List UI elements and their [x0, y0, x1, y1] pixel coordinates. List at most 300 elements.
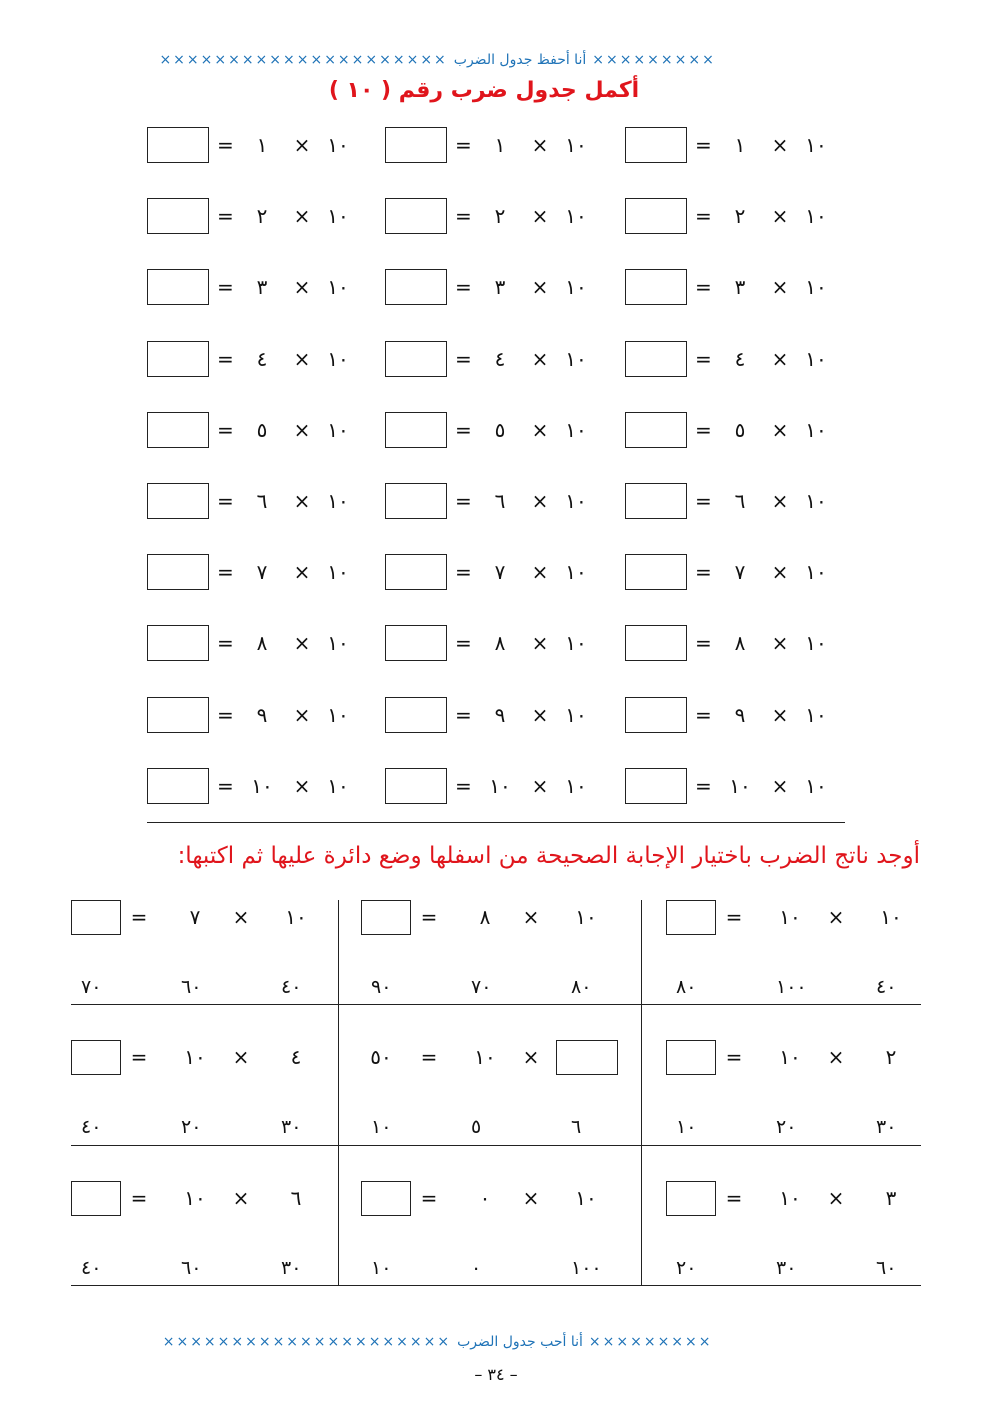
equation: [147, 697, 362, 734]
times-sign: ×: [293, 773, 311, 798]
times-sign: ×: [232, 905, 250, 929]
answer-option[interactable]: ١٠٠: [571, 1257, 602, 1279]
operand: ١٠: [327, 560, 349, 585]
page-number: – ٣٤ –: [474, 1365, 518, 1384]
equals-sign: =: [695, 773, 712, 798]
operand-b: ١٠: [184, 1186, 206, 1210]
question-equation: [361, 900, 644, 936]
equation: [385, 269, 600, 306]
answer-box[interactable]: [385, 554, 447, 590]
multiplier: ٤: [494, 346, 506, 371]
answer-option[interactable]: ٧٠: [81, 976, 102, 998]
times-sign: ×: [293, 631, 311, 656]
question-cell: [666, 900, 949, 1040]
equation: [147, 483, 362, 520]
times-sign: ×: [771, 275, 789, 300]
operand: ١٠: [327, 773, 349, 798]
equals-sign: =: [217, 275, 234, 300]
operand: ١٠: [565, 560, 587, 585]
multiplier: ٨: [256, 631, 268, 656]
equals-sign: =: [217, 133, 234, 157]
equation: [385, 341, 600, 378]
answer-box[interactable]: [385, 483, 447, 519]
multiplier: ٦: [256, 489, 268, 513]
multiplier: ٢: [734, 204, 746, 229]
question-equation: [71, 900, 354, 936]
equals-sign: =: [695, 560, 712, 585]
operand-b: ١٠: [779, 1045, 801, 1069]
equation: [147, 768, 362, 805]
answer-box[interactable]: [147, 697, 209, 733]
times-sign: ×: [293, 560, 311, 585]
operand: ١٠: [327, 631, 349, 656]
times-sign: ×: [771, 204, 789, 229]
equation: [625, 412, 840, 449]
operand-a: ٤: [290, 1045, 302, 1069]
multiplier: ٩: [256, 702, 268, 727]
equation: [147, 198, 362, 235]
bottom-cross-right: ×××××××××: [588, 1334, 713, 1350]
operand: ١٠: [805, 489, 827, 513]
equation: [625, 483, 840, 520]
equals-sign: =: [130, 905, 148, 929]
equals-sign: =: [455, 275, 472, 300]
equals-sign: =: [695, 133, 712, 157]
times-sign: ×: [522, 1186, 540, 1210]
operand: ١٠: [805, 773, 827, 798]
operand-b: ٨: [479, 905, 491, 929]
times-sign: ×: [531, 702, 549, 727]
answer-option[interactable]: ٦٠: [876, 1257, 897, 1279]
times-sign: ×: [531, 631, 549, 656]
answer-option[interactable]: ٨٠: [676, 976, 697, 998]
operand-a: ٢: [885, 1045, 897, 1069]
equation: [625, 554, 840, 591]
equals-sign: =: [420, 1186, 438, 1210]
answer-option[interactable]: ١٠: [676, 1116, 697, 1138]
answer-box[interactable]: [361, 1181, 411, 1216]
equals-sign: =: [217, 489, 234, 513]
equation: [385, 483, 600, 520]
times-sign: ×: [827, 1186, 845, 1210]
operand: ١٠: [805, 417, 827, 442]
question-equation: [71, 1040, 354, 1076]
operand-a: ١٠: [575, 905, 597, 929]
choice-grid: [71, 900, 921, 1286]
multiplier: ٨: [734, 631, 746, 656]
multiplier: ٢: [256, 204, 268, 229]
operand: ١٠: [327, 489, 349, 513]
multiplier: ٢: [494, 204, 506, 229]
operand: ١٠: [565, 275, 587, 300]
answer-box[interactable]: [147, 483, 209, 519]
question-equation: [666, 1181, 949, 1217]
equation: [385, 554, 600, 591]
multiplier: ٦: [494, 489, 506, 513]
equation: [625, 697, 840, 734]
equals-sign: =: [130, 1045, 148, 1069]
equals-sign: =: [455, 417, 472, 442]
equation: [147, 625, 362, 662]
answer-option[interactable]: ٠: [471, 1257, 482, 1279]
answer-box[interactable]: [625, 127, 687, 163]
answer-box[interactable]: [385, 625, 447, 661]
multiplier: ٦: [734, 489, 746, 513]
times-sign: ×: [232, 1186, 250, 1210]
operand: ١٠: [327, 133, 349, 157]
answer-box[interactable]: [385, 697, 447, 733]
operand: ١٠: [565, 133, 587, 157]
equals-sign: =: [695, 489, 712, 513]
answer-option[interactable]: ٣٠: [281, 1257, 302, 1279]
question-equation: [666, 1040, 949, 1076]
multiplier: ٧: [734, 560, 746, 585]
equals-sign: =: [420, 905, 438, 929]
answer-option[interactable]: ٣٠: [281, 1116, 302, 1138]
multiplier: ٧: [256, 560, 268, 585]
answer-box[interactable]: [385, 341, 447, 377]
equals-sign: =: [455, 346, 472, 371]
multiplier: ١٠: [251, 773, 273, 798]
missing-factor-box[interactable]: [556, 1040, 618, 1075]
equation: [385, 412, 600, 449]
answer-option[interactable]: ٢٠: [676, 1257, 697, 1279]
equals-sign: =: [217, 417, 234, 442]
times-sign: ×: [293, 133, 311, 157]
answer-option[interactable]: ٦٠: [181, 1257, 202, 1279]
equation: [385, 697, 600, 734]
answer-box[interactable]: [625, 483, 687, 519]
question-cell: [71, 900, 354, 1040]
options-row: [666, 1116, 949, 1146]
times-sign: ×: [293, 275, 311, 300]
answer-box[interactable]: [625, 341, 687, 377]
operand: ١٠: [565, 204, 587, 229]
answer-option[interactable]: ٩٠: [371, 976, 392, 998]
equals-sign: =: [725, 1045, 743, 1069]
operand: ١٠: [805, 346, 827, 371]
answer-box[interactable]: [385, 412, 447, 448]
top-cross-right: ×××××××××: [592, 52, 716, 68]
times-sign: ×: [293, 204, 311, 229]
operand: ١٠: [327, 204, 349, 229]
operand: ١٠: [565, 631, 587, 656]
answer-box[interactable]: [147, 412, 209, 448]
equation: [385, 127, 600, 164]
multiplier: ٥: [734, 417, 746, 442]
times-sign: ×: [293, 702, 311, 727]
top-cross-left: ×××××××××××××××××××××: [159, 52, 448, 68]
answer-option[interactable]: ٤٠: [281, 976, 302, 998]
answer-box[interactable]: [147, 269, 209, 305]
operand-a: ١٠: [880, 905, 902, 929]
answer-box[interactable]: [385, 198, 447, 234]
question-cell: [666, 1181, 949, 1321]
times-sign: ×: [531, 417, 549, 442]
equation: [625, 341, 840, 378]
operand-b: ١٠: [779, 905, 801, 929]
times-sign: ×: [531, 489, 549, 513]
table-row: [147, 768, 847, 805]
bottom-banner: [120, 1330, 920, 1354]
options-row: [71, 976, 354, 1006]
question-equation: [666, 900, 949, 936]
equals-sign: =: [725, 1186, 743, 1210]
multiplier: ٧: [494, 560, 506, 585]
multiplier: ٨: [494, 631, 506, 656]
options-row: [71, 1257, 354, 1287]
bottom-banner-text: أنا أحب جدول الضرب: [457, 1334, 583, 1350]
equation: [147, 412, 362, 449]
result-value: ٥٠: [370, 1045, 392, 1069]
table-row: [147, 483, 847, 520]
answer-box[interactable]: [147, 127, 209, 163]
multiplier: ٣: [256, 275, 268, 300]
equals-sign: =: [455, 204, 472, 229]
times-sign: ×: [293, 489, 311, 513]
operand: ١٠: [327, 417, 349, 442]
times-sign: ×: [293, 346, 311, 371]
equation: [385, 625, 600, 662]
answer-box[interactable]: [625, 697, 687, 733]
times-sign: ×: [771, 133, 789, 157]
multiplier: ٩: [494, 702, 506, 727]
table-row: [147, 127, 847, 164]
question-equation: [361, 1181, 644, 1217]
times-sign: ×: [827, 905, 845, 929]
equation: [385, 768, 600, 805]
equals-sign: =: [217, 204, 234, 229]
answer-box[interactable]: [666, 900, 716, 935]
multiplier: ٥: [256, 417, 268, 442]
answer-box[interactable]: [71, 900, 121, 935]
equals-sign: =: [695, 204, 712, 229]
equals-sign: =: [130, 1186, 148, 1210]
question-equation: [71, 1181, 354, 1217]
times-sign: ×: [531, 560, 549, 585]
table-row: [147, 554, 847, 591]
equals-sign: =: [725, 905, 743, 929]
equals-sign: =: [420, 1045, 438, 1069]
equation: [147, 127, 362, 164]
answer-option[interactable]: ٤٠: [81, 1116, 102, 1138]
multiplier: ٥: [494, 417, 506, 442]
answer-option[interactable]: ٥: [471, 1116, 482, 1138]
answer-box[interactable]: [147, 341, 209, 377]
equation: [625, 127, 840, 164]
operand: ١٠: [565, 702, 587, 727]
answer-option[interactable]: ١٠: [371, 1116, 392, 1138]
operand-a: ٣: [885, 1186, 897, 1210]
operand: ١٠: [805, 275, 827, 300]
times-sign: ×: [531, 133, 549, 157]
equals-sign: =: [217, 773, 234, 798]
answer-option[interactable]: ٢٠: [181, 1116, 202, 1138]
answer-box[interactable]: [71, 1040, 121, 1075]
answer-option[interactable]: ٧٠: [471, 976, 492, 998]
equation: [625, 768, 840, 805]
answer-box[interactable]: [625, 198, 687, 234]
operand: ١٠: [805, 702, 827, 727]
operand: ١٠: [565, 417, 587, 442]
equals-sign: =: [217, 702, 234, 727]
answer-option[interactable]: ٦٠: [181, 976, 202, 998]
equation: [625, 625, 840, 662]
operand-b: ٠: [479, 1186, 491, 1210]
times-sign: ×: [771, 417, 789, 442]
answer-box[interactable]: [385, 768, 447, 804]
options-row: [361, 1257, 644, 1287]
answer-option[interactable]: ١٠٠: [776, 976, 807, 998]
answer-box[interactable]: [666, 1040, 716, 1075]
answer-box[interactable]: [147, 768, 209, 804]
times-sign: ×: [771, 346, 789, 371]
answer-box[interactable]: [625, 625, 687, 661]
operand: ١٠: [805, 133, 827, 157]
table-row: [147, 269, 847, 306]
operand-b: ٧: [189, 905, 201, 929]
answer-box[interactable]: [625, 412, 687, 448]
multiplier: ٤: [256, 346, 268, 371]
equals-sign: =: [455, 773, 472, 798]
answer-option[interactable]: ٣٠: [776, 1257, 797, 1279]
answer-box[interactable]: [147, 554, 209, 590]
times-sign: ×: [293, 417, 311, 442]
multiplier: ١: [734, 133, 746, 157]
top-banner: [120, 48, 920, 72]
answer-box[interactable]: [625, 269, 687, 305]
question-cell: [361, 1181, 644, 1321]
bottom-cross-left: ×××××××××××××××××××××: [162, 1334, 452, 1350]
options-row: [666, 976, 949, 1006]
answer-option[interactable]: ١٠: [371, 1257, 392, 1279]
equals-sign: =: [455, 702, 472, 727]
times-sign: ×: [531, 204, 549, 229]
answer-box[interactable]: [147, 625, 209, 661]
table-row: [147, 697, 847, 734]
question-cell: [361, 1040, 644, 1180]
operand-a: ١٠: [575, 1186, 597, 1210]
question-cell: [71, 1181, 354, 1321]
options-row: [361, 1116, 644, 1146]
equation: [625, 198, 840, 235]
options-row: [666, 1257, 949, 1287]
operand: ١٠: [565, 346, 587, 371]
operand: ١٠: [805, 204, 827, 229]
times-sign: ×: [531, 275, 549, 300]
answer-box[interactable]: [71, 1181, 121, 1216]
times-sign: ×: [232, 1045, 250, 1069]
question-cell: [361, 900, 644, 1040]
times-sign: ×: [531, 346, 549, 371]
equals-sign: =: [695, 275, 712, 300]
operand-a: ١٠: [285, 905, 307, 929]
top-banner-text: أنا أحفظ جدول الضرب: [453, 52, 587, 68]
options-row: [361, 976, 644, 1006]
operand: ١٠: [327, 346, 349, 371]
times-sign: ×: [827, 1045, 845, 1069]
multiplier: ١: [494, 133, 506, 157]
equation: [147, 269, 362, 306]
section1-title: أكمل جدول ضرب رقم ( ١٠ ): [328, 78, 640, 103]
section2-title: أوجد ناتج الضرب باختيار الإجابة الصحيحة من اسفلها وضع دائرة عليها ثم اكتبها:: [177, 843, 920, 869]
multiplier: ٩: [734, 702, 746, 727]
operand: ١٠: [805, 631, 827, 656]
answer-option[interactable]: ٣٠: [876, 1116, 897, 1138]
answer-box[interactable]: [147, 198, 209, 234]
operand: ١٠: [327, 275, 349, 300]
operand: ١٠: [805, 560, 827, 585]
question-equation: [361, 1040, 644, 1076]
times-sign: ×: [522, 905, 540, 929]
equals-sign: =: [695, 346, 712, 371]
times-sign: ×: [771, 631, 789, 656]
multiplier: ١: [256, 133, 268, 157]
answer-option[interactable]: ٢٠: [776, 1116, 797, 1138]
times-sign: ×: [522, 1045, 540, 1069]
multiplier: ٤: [734, 346, 746, 371]
answer-box[interactable]: [625, 554, 687, 590]
divider: [147, 822, 845, 823]
operand-b: ١٠: [474, 1045, 496, 1069]
equals-sign: =: [695, 702, 712, 727]
operand-b: ١٠: [779, 1186, 801, 1210]
equals-sign: =: [695, 417, 712, 442]
equation: [147, 554, 362, 591]
table-row: [147, 625, 847, 662]
times-sign: ×: [771, 560, 789, 585]
equals-sign: =: [455, 489, 472, 513]
equals-sign: =: [455, 631, 472, 656]
answer-option[interactable]: ٤٠: [876, 976, 897, 998]
options-row: [71, 1116, 354, 1146]
answer-box[interactable]: [625, 768, 687, 804]
multiplier: ١٠: [729, 773, 751, 798]
answer-option[interactable]: ٤٠: [81, 1257, 102, 1279]
question-cell: [71, 1040, 354, 1180]
equals-sign: =: [455, 133, 472, 157]
question-cell: [666, 1040, 949, 1180]
times-sign: ×: [531, 773, 549, 798]
operand-b: ١٠: [184, 1045, 206, 1069]
multiplier: ٣: [494, 275, 506, 300]
multiplier: ١٠: [489, 773, 511, 798]
equals-sign: =: [217, 346, 234, 371]
answer-box[interactable]: [361, 900, 411, 935]
answer-box[interactable]: [666, 1181, 716, 1216]
operand: ١٠: [565, 773, 587, 798]
equation: [385, 198, 600, 235]
equals-sign: =: [455, 560, 472, 585]
answer-box[interactable]: [385, 127, 447, 163]
times-sign: ×: [771, 489, 789, 513]
table-row: [147, 341, 847, 378]
multiplier: ٣: [734, 275, 746, 300]
answer-option[interactable]: ٦: [571, 1116, 582, 1138]
equation: [147, 341, 362, 378]
operand: ١٠: [327, 702, 349, 727]
times-sign: ×: [771, 773, 789, 798]
answer-option[interactable]: ٨٠: [571, 976, 592, 998]
table-row: [147, 198, 847, 235]
answer-box[interactable]: [385, 269, 447, 305]
operand: ١٠: [565, 489, 587, 513]
times-sign: ×: [771, 702, 789, 727]
table-row: [147, 412, 847, 449]
equals-sign: =: [217, 560, 234, 585]
equals-sign: =: [695, 631, 712, 656]
equation: [625, 269, 840, 306]
